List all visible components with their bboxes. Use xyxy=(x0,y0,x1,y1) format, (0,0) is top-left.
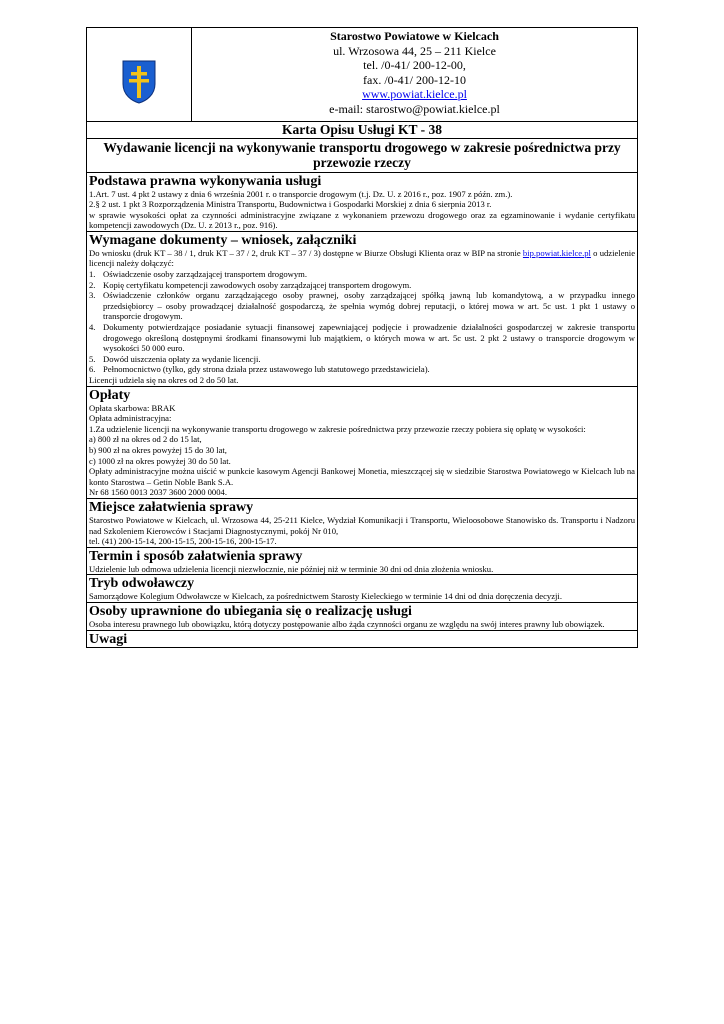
documents-section xyxy=(87,231,638,386)
deadline-heading: Termin i sposób załatwienia sprawy xyxy=(89,548,303,564)
list-item-text: Pełnomocnictwo (tylko, gdy strona działa przez ustawowego lub statutowego przedstawiciela). xyxy=(103,364,430,375)
documents-intro-tail: o udzielenie licencji należy dołączyć: xyxy=(89,247,636,269)
bank-account: Nr 68 1560 0013 2037 3600 2000 0004. xyxy=(89,487,227,498)
fee-option: b) 900 zł na okres powyżej 15 do 30 lat, xyxy=(89,444,227,455)
card-title: Karta Opisu Usługi KT - 38 xyxy=(87,122,638,139)
place-heading: Miejsce załatwienia sprawy xyxy=(89,499,254,515)
list-item-number: 5. xyxy=(89,353,96,364)
list-item-number: 2. xyxy=(89,279,96,290)
legal-basis-section xyxy=(87,172,638,231)
list-item-text: Dowód uiszczenia opłaty za wydanie licencji. xyxy=(103,353,261,364)
office-name: Starostwo Powiatowe w Kielcach xyxy=(330,29,499,43)
service-title: Wydawanie licencji na wykonywanie transportu drogowego w zakresie pośrednictwa przy przewozie rzeczy xyxy=(87,138,638,172)
documents-intro xyxy=(89,248,635,269)
list-item xyxy=(89,364,635,375)
list-item-number: 4. xyxy=(89,322,96,333)
fee-option: a) 800 zł na okres od 2 do 15 lat, xyxy=(89,434,202,445)
list-item xyxy=(89,280,635,291)
payment-info: Opłaty administracyjne można uiścić w punkcie kasowym Agencji Bankowej Monetia, mieszczącej się w siedzibie Starostwa Powiatowego w Kielcach lub na konto Starostwa – Getin Noble Bank S.A. xyxy=(89,466,635,487)
bip-link[interactable]: bip.powiat.kielce.pl xyxy=(522,247,591,258)
documents-intro-text: Do wniosku (druk KT – 38 / 1, druk KT – 37 / 2, druk KT – 37 / 3) dostępne w Biurze Obsługi Klienta oraz w BIP na stronie xyxy=(89,247,521,258)
admin-fee-label: Opłata administracyjna: xyxy=(89,413,172,424)
fee-option: c) 1000 zł na okres powyżej 30 do 50 lat. xyxy=(89,455,231,466)
deadline-section xyxy=(87,547,638,575)
list-item-number: 3. xyxy=(89,290,96,301)
deadline-text: Udzielenie lub odmowa udzielenia licencji niezwłocznie, nie później niż w terminie 30 dni od dnia złożenia wniosku. xyxy=(89,563,494,574)
license-period-note: Licencji udziela się na okres od 2 do 50 lat. xyxy=(89,375,239,385)
office-header xyxy=(192,28,638,122)
list-item-text: Oświadczenie członków organu zarządzającego osoby prawnej, osoby zarządzającej spółką jawną lub komandytową, a w przypadku innego przedsiębiorcy – osoby prowadzącej działalność gospodarczą, że spełnia wymóg dobrej reputacji, o której mowa w art. 5c ust. 1 pkt 1 ustawy o transporcie drogowym. xyxy=(103,290,635,322)
list-item-text: Dokumenty potwierdzające posiadanie sytuacji finansowej zapewniającej podjęcie i prowadzenie działalności gospodarczej w zakresie transportu drogowego określoną dostępnymi środkami finansowymi lub majątkiem, o których mowa w art. 5c ust. 2 pkt 2 ustawy o transporcie drogowym w wysokości 50 000 euro. xyxy=(103,322,635,354)
documents-list xyxy=(89,269,635,375)
list-item xyxy=(89,322,635,354)
legal-basis-line: w sprawie wysokości opłat za czynności administracyjne związane z wykonaniem przewozu drogowego oraz za egzaminowanie i wydanie certyfikatu kompetencji zawodowych (Dz. U. z 2013 r., poz. 916). xyxy=(89,209,635,231)
office-email: e-mail: starostwo@powiat.kielce.pl xyxy=(329,101,500,116)
legal-basis-heading: Podstawa prawna wykonywania usługi xyxy=(89,173,322,189)
coat-of-arms-double-cross-icon xyxy=(122,60,156,104)
list-item-number: 6. xyxy=(89,364,96,375)
legal-basis-line: 1.Art. 7 ust. 4 pkt 2 ustawy z dnia 6 września 2001 r. o transporcie drogowym (t.j. Dz. U. z 2016 r., poz. 1907 z późn. zm.). xyxy=(89,188,513,199)
list-item xyxy=(89,290,635,322)
entitled-text: Osoba interesu prawnego lub obowiązku, którą dotyczy postępowanie albo żąda czynności organu ze względu na swój interes prawny lub obowiązek. xyxy=(89,618,605,629)
place-section xyxy=(87,498,638,547)
admin-fee-desc: 1.Za udzielenie licencji na wykonywanie transportu drogowego w zakresie pośrednictwa przy przewozie rzeczy pobiera się opłatę w wysokości: xyxy=(89,423,586,434)
office-address: ul. Wrzosowa 44, 25 – 211 Kielce xyxy=(333,43,496,58)
list-item xyxy=(89,354,635,365)
stamp-fee: Opłata skarbowa: BRAK xyxy=(89,402,176,413)
entitled-heading: Osoby uprawnione do ubiegania się o realizację usługi xyxy=(89,603,412,619)
list-item-text: Oświadczenie osoby zarządzającej transportem drogowym. xyxy=(103,269,308,280)
logo-cell xyxy=(87,28,192,122)
header-row xyxy=(87,28,638,122)
fees-section xyxy=(87,386,638,498)
list-item xyxy=(89,269,635,280)
legal-basis-line: 2.§ 2 ust. 1 pkt 3 Rozporządzenia Ministra Transportu, Budownictwa i Gospodarki Morskiej z dnia 6 sierpnia 2013 r. xyxy=(89,199,492,210)
appeal-section xyxy=(87,575,638,603)
fees-heading: Opłaty xyxy=(89,387,131,403)
appeal-heading: Tryb odwoławczy xyxy=(89,576,195,592)
documents-heading: Wymagane dokumenty – wniosek, załączniki xyxy=(89,232,357,248)
place-text: Starostwo Powiatowe w Kielcach, ul. Wrzosowa 44, 25-211 Kielce, Wydział Komunikacji i Transportu, Wieloosobowe Stanowisko ds. Transportu i Nadzoru nad Szkoleniem Kierowców i Stacjami Diagnostycznymi, pokój Nr 010, xyxy=(89,514,635,536)
website-link[interactable]: www.powiat.kielce.pl xyxy=(362,87,467,102)
place-phones: tel. (41) 200-15-14, 200-15-15, 200-15-16, 200-15-17. xyxy=(89,536,277,547)
remarks-heading: Uwagi xyxy=(89,631,128,647)
office-fax: fax. /0-41/ 200-12-10 xyxy=(363,72,466,87)
entitled-section xyxy=(87,602,638,630)
remarks-section xyxy=(87,630,638,647)
list-item-text: Kopię certyfikatu kompetencji zawodowych osoby zarządzającej transportem drogowym. xyxy=(103,279,412,290)
appeal-text: Samorządowe Kolegium Odwoławcze w Kielcach, za pośrednictwem Starosty Kieleckiego w terminie 14 dni od dnia doręczenia decyzji. xyxy=(89,591,562,602)
office-phone: tel. /0-41/ 200-12-00, xyxy=(363,58,466,73)
list-item-number: 1. xyxy=(89,269,96,280)
service-card-table xyxy=(86,27,638,648)
